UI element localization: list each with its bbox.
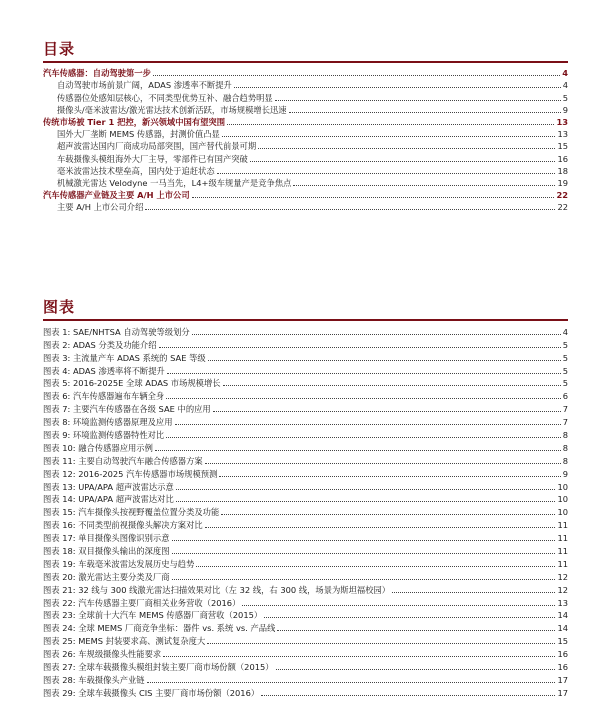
dot-leader: [159, 347, 561, 348]
figure-list-entry-page: 15: [557, 636, 568, 647]
figure-list-entry[interactable]: [43, 608, 568, 621]
figure-list-entry-text[interactable]: 图表 14: UPA/APA 超声波雷达对比: [43, 494, 174, 505]
figure-list-entry[interactable]: [43, 350, 568, 363]
toc-subsection-entry-text[interactable]: 国外大厂垄断 MEMS 传感器，封测价值凸显: [57, 129, 220, 140]
dot-leader: [192, 334, 561, 335]
figure-list-entry[interactable]: [43, 453, 568, 466]
dot-leader: [213, 411, 561, 412]
figure-list-entry-page: 10: [557, 494, 568, 505]
figure-list-entry-page: 17: [557, 687, 568, 698]
toc-section-entry-text[interactable]: 汽车传感器产业链及主要 A/H 上市公司: [43, 190, 190, 201]
dot-leader: [217, 173, 556, 174]
figure-list-entry[interactable]: [43, 543, 568, 556]
dot-leader: [227, 124, 554, 125]
figure-list-entry-page: 13: [557, 597, 568, 608]
figure-list-entry-page: 7: [562, 404, 568, 415]
figures-title-rule: [43, 319, 568, 321]
toc-section-entry[interactable]: [43, 188, 568, 200]
figure-list-entry[interactable]: [43, 595, 568, 608]
dot-leader: [176, 501, 556, 502]
toc-subsection-entry[interactable]: [43, 90, 568, 102]
figure-list-entry-text[interactable]: 图表 24: 全球 MEMS 厂商竞争坐标：器件 vs. 系统 vs. 产品线: [43, 623, 276, 634]
dot-leader: [205, 527, 556, 528]
dot-leader: [167, 373, 561, 374]
figure-list-entry[interactable]: [43, 414, 568, 427]
dot-leader: [207, 643, 555, 644]
dot-leader: [147, 682, 556, 683]
figure-list-entry-page: 9: [562, 468, 568, 479]
figure-list-entry[interactable]: [43, 659, 568, 672]
toc-subsection-entry-text[interactable]: 车载摄像头模组海外大厂主导，零部件已有国产突破: [57, 153, 248, 164]
toc-subsection-entry-text[interactable]: 摄像头/毫米波雷达/激光雷达技术创新活跃，市场规模增长迅速: [57, 104, 287, 115]
figure-list-entry[interactable]: [43, 530, 568, 543]
figure-list-entry-text[interactable]: 图表 8: 环境监测传感器原理及应用: [43, 417, 173, 428]
figure-list-entry-page: 11: [557, 533, 568, 544]
dot-leader: [155, 450, 561, 451]
dot-leader: [242, 605, 555, 606]
figure-list-entry-text[interactable]: 图表 16: 不同类型前视摄像头解决方案对比: [43, 520, 203, 531]
figure-list-entry-text[interactable]: 图表 6: 汽车传感器遍布车辆全身: [43, 391, 165, 402]
toc-subsection-entry[interactable]: [43, 78, 568, 90]
figure-list-entry-text[interactable]: 图表 28: 车载摄像头产业链: [43, 674, 145, 685]
toc-subsection-entry[interactable]: [43, 200, 568, 212]
figure-list-entry-text[interactable]: 图表 10: 融合传感器应用示例: [43, 442, 153, 453]
figure-list-entry-text[interactable]: 图表 18: 双目摄像头输出的深度图: [43, 546, 170, 557]
figure-list-entry-text[interactable]: 图表 5: 2016-2025E 全球 ADAS 市场规模增长: [43, 378, 221, 389]
dot-leader: [196, 566, 555, 567]
toc-subsection-entry-page: 15: [557, 141, 568, 152]
dot-leader: [250, 161, 556, 162]
dot-leader: [172, 553, 556, 554]
figure-list-entry-text[interactable]: 图表 17: 单目摄像头图像识别示意: [43, 533, 170, 544]
figure-list-entry[interactable]: [43, 479, 568, 492]
toc-subsection-entry[interactable]: [43, 103, 568, 115]
figure-list-entry-page: 10: [557, 507, 568, 518]
toc-subsection-entry-page: 16: [557, 153, 568, 164]
figure-list-entry[interactable]: [43, 427, 568, 440]
figure-list-entry-page: 5: [562, 365, 568, 376]
figure-list-entry[interactable]: [43, 556, 568, 569]
dot-leader: [166, 398, 561, 399]
dot-leader: [223, 385, 561, 386]
figure-list-entry-page: 11: [557, 558, 568, 569]
toc-subsection-entry-text[interactable]: 自动驾驶市场前景广阔，ADAS 渗透率不断提升: [57, 80, 232, 91]
figure-list-entry-text[interactable]: 图表 27: 全球车载摄像头模组封装主要厂商市场份额（2015）: [43, 662, 274, 673]
figure-list-entry[interactable]: [43, 685, 568, 698]
figure-list-entry[interactable]: [43, 672, 568, 685]
toc-list: [43, 66, 568, 212]
toc-subsection-entry-text[interactable]: 毫米波雷达技术壁垒高，国内处于追赶状态: [57, 165, 215, 176]
figure-list-entry[interactable]: [43, 324, 568, 337]
dot-leader: [275, 100, 561, 101]
figure-list-entry-page: 10: [557, 481, 568, 492]
dot-leader: [264, 617, 555, 618]
figure-list-entry-page: 8: [562, 430, 568, 441]
figure-list-entry-page: 4: [562, 326, 568, 337]
dot-leader: [172, 540, 556, 541]
toc-title: 目录: [43, 40, 76, 58]
figure-list-entry-text[interactable]: 图表 22: 汽车传感器主要厂商相关业务营收（2016）: [43, 597, 241, 608]
figure-list-entry-text[interactable]: 图表 4: ADAS 渗透率将不断提升: [43, 365, 165, 376]
figure-list-entry-page: 8: [562, 455, 568, 466]
toc-subsection-entry[interactable]: [43, 164, 568, 176]
dot-leader: [192, 197, 555, 198]
figure-list-entry-page: 5: [562, 352, 568, 363]
toc-title-rule: [43, 61, 568, 63]
dot-leader: [145, 209, 555, 210]
toc-subsection-entry-text[interactable]: 主要 A/H 上市公司介绍: [57, 202, 144, 213]
figure-list-entry[interactable]: [43, 337, 568, 350]
figure-list-entry-page: 12: [557, 584, 568, 595]
figure-list-entry[interactable]: [43, 492, 568, 505]
figure-list-entry-text[interactable]: 图表 9: 环境监测传感器特性对比: [43, 430, 165, 441]
figure-list-entry-page: 5: [562, 339, 568, 350]
figure-list-entry[interactable]: [43, 582, 568, 595]
toc-section-entry[interactable]: [43, 115, 568, 127]
toc-subsection-entry[interactable]: [43, 151, 568, 163]
figure-list-entry-page: 6: [562, 391, 568, 402]
dot-leader: [175, 424, 561, 425]
figure-list-entry[interactable]: [43, 646, 568, 659]
figure-list-entry-text[interactable]: 图表 2: ADAS 分类及功能介绍: [43, 339, 157, 350]
dot-leader: [163, 656, 555, 657]
figure-list-entry-page: 16: [557, 649, 568, 660]
dot-leader: [289, 112, 561, 113]
figure-list-entry-text[interactable]: 图表 25: MEMS 封装要求高、测试复杂度大: [43, 636, 206, 647]
dot-leader: [208, 360, 561, 361]
figure-list-entry-text[interactable]: 图表 11: 主要自动驾驶汽车融合传感器方案: [43, 455, 203, 466]
toc-section-entry-page: 4: [562, 68, 568, 79]
toc-subsection-entry-page: 9: [562, 104, 568, 115]
figure-list-entry-text[interactable]: 图表 1: SAE/NHTSA 自动驾驶等级划分: [43, 326, 190, 337]
figure-list-entry[interactable]: [43, 569, 568, 582]
toc-subsection-entry-page: 19: [557, 177, 568, 188]
figure-list-entry-page: 7: [562, 417, 568, 428]
toc-subsection-entry[interactable]: [43, 139, 568, 151]
toc-section-entry-text[interactable]: 传统市场被 Tier 1 把控，新兴领域中国有望突围: [43, 116, 226, 127]
toc-section-entry-page: 22: [556, 190, 568, 201]
dot-leader: [392, 592, 555, 593]
figure-list-entry[interactable]: [43, 363, 568, 376]
dot-leader: [219, 476, 560, 477]
toc-section-entry[interactable]: [43, 66, 568, 78]
dot-leader: [153, 75, 560, 76]
figure-list-entry-page: 14: [557, 610, 568, 621]
dot-leader: [166, 437, 561, 438]
figure-list-entry-page: 12: [557, 571, 568, 582]
dot-leader: [176, 489, 556, 490]
figure-list-entry[interactable]: [43, 517, 568, 530]
dot-leader: [234, 87, 561, 88]
figure-list-entry[interactable]: [43, 504, 568, 517]
figures-title: 图表: [43, 298, 76, 316]
toc-subsection-entry[interactable]: [43, 176, 568, 188]
toc-subsection-entry-page: 5: [562, 92, 568, 103]
figure-list-entry-page: 14: [557, 623, 568, 634]
figure-list-entry-text[interactable]: 图表 12: 2016-2025 汽车传感器市场规模预测: [43, 468, 218, 479]
toc-subsection-entry-text[interactable]: 机械激光雷达 Velodyne 一马当先，L4+级车规量产是竞争焦点: [57, 177, 292, 188]
figure-list-entry-text[interactable]: 图表 23: 全球前十大汽车 MEMS 传感器厂商营收（2015）: [43, 610, 263, 621]
figure-list-entry-text[interactable]: 图表 21: 32 线与 300 线激光雷达扫描效果对比（左 32 线，右 300 线，场景为斯坦福校园）: [43, 584, 391, 595]
figure-list-entry[interactable]: [43, 466, 568, 479]
toc-subsection-entry-text[interactable]: 超声波雷达国内厂商成功局部突围，国产替代前景可期: [57, 141, 257, 152]
figure-list-entry[interactable]: [43, 620, 568, 633]
dot-leader: [172, 579, 556, 580]
figure-list-entry-page: 16: [557, 662, 568, 673]
figure-list-entry-text[interactable]: 图表 26: 车规级摄像头性能要求: [43, 649, 162, 660]
dot-leader: [276, 669, 556, 670]
figure-list-entry-text[interactable]: 图表 29: 全球车载摄像头 CIS 主要厂商市场份额（2016）: [43, 687, 260, 698]
toc-section-entry-page: 13: [556, 116, 568, 127]
toc-subsection-entry-page: 13: [557, 129, 568, 140]
toc-subsection-entry-page: 22: [557, 202, 568, 213]
figure-list-entry-text[interactable]: 图表 15: 汽车摄像头按视野覆盖位置分类及功能: [43, 507, 220, 518]
toc-subsection-entry-text[interactable]: 传感器位处感知层核心，不同类型优势互补、融合趋势明显: [57, 92, 273, 103]
figure-list-entry-page: 17: [557, 674, 568, 685]
figure-list-entry-page: 5: [562, 378, 568, 389]
dot-leader: [205, 463, 561, 464]
figure-list-entry-text[interactable]: 图表 13: UPA/APA 超声波雷达示意: [43, 481, 174, 492]
toc-section-entry-text[interactable]: 汽车传感器：自动驾驶第一步: [43, 68, 151, 79]
dot-leader: [293, 185, 555, 186]
figure-list-entry[interactable]: [43, 401, 568, 414]
figure-list-entry-text[interactable]: 图表 7: 主要汽车传感器在各级 SAE 中的应用: [43, 404, 211, 415]
figure-list-entry-page: 11: [557, 546, 568, 557]
toc-subsection-entry-page: 18: [557, 165, 568, 176]
dot-leader: [258, 148, 555, 149]
figure-list-entry-page: 8: [562, 442, 568, 453]
dot-leader: [222, 136, 556, 137]
dot-leader: [221, 514, 555, 515]
toc-subsection-entry[interactable]: [43, 127, 568, 139]
figure-list-entry[interactable]: [43, 376, 568, 389]
figure-list-entry[interactable]: [43, 388, 568, 401]
figure-list-entry-page: 11: [557, 520, 568, 531]
figure-list-entry[interactable]: [43, 440, 568, 453]
toc-subsection-entry-page: 4: [562, 80, 568, 91]
figure-list-entry[interactable]: [43, 633, 568, 646]
figure-list-entry-text[interactable]: 图表 19: 车载毫米波雷达发展历史与趋势: [43, 558, 195, 569]
figures-list: [43, 324, 568, 698]
dot-leader: [277, 630, 555, 631]
dot-leader: [261, 695, 555, 696]
figure-list-entry-text[interactable]: 图表 20: 激光雷达主要分类及厂商: [43, 571, 170, 582]
figure-list-entry-text[interactable]: 图表 3: 主流量产车 ADAS 系统的 SAE 等级: [43, 352, 206, 363]
